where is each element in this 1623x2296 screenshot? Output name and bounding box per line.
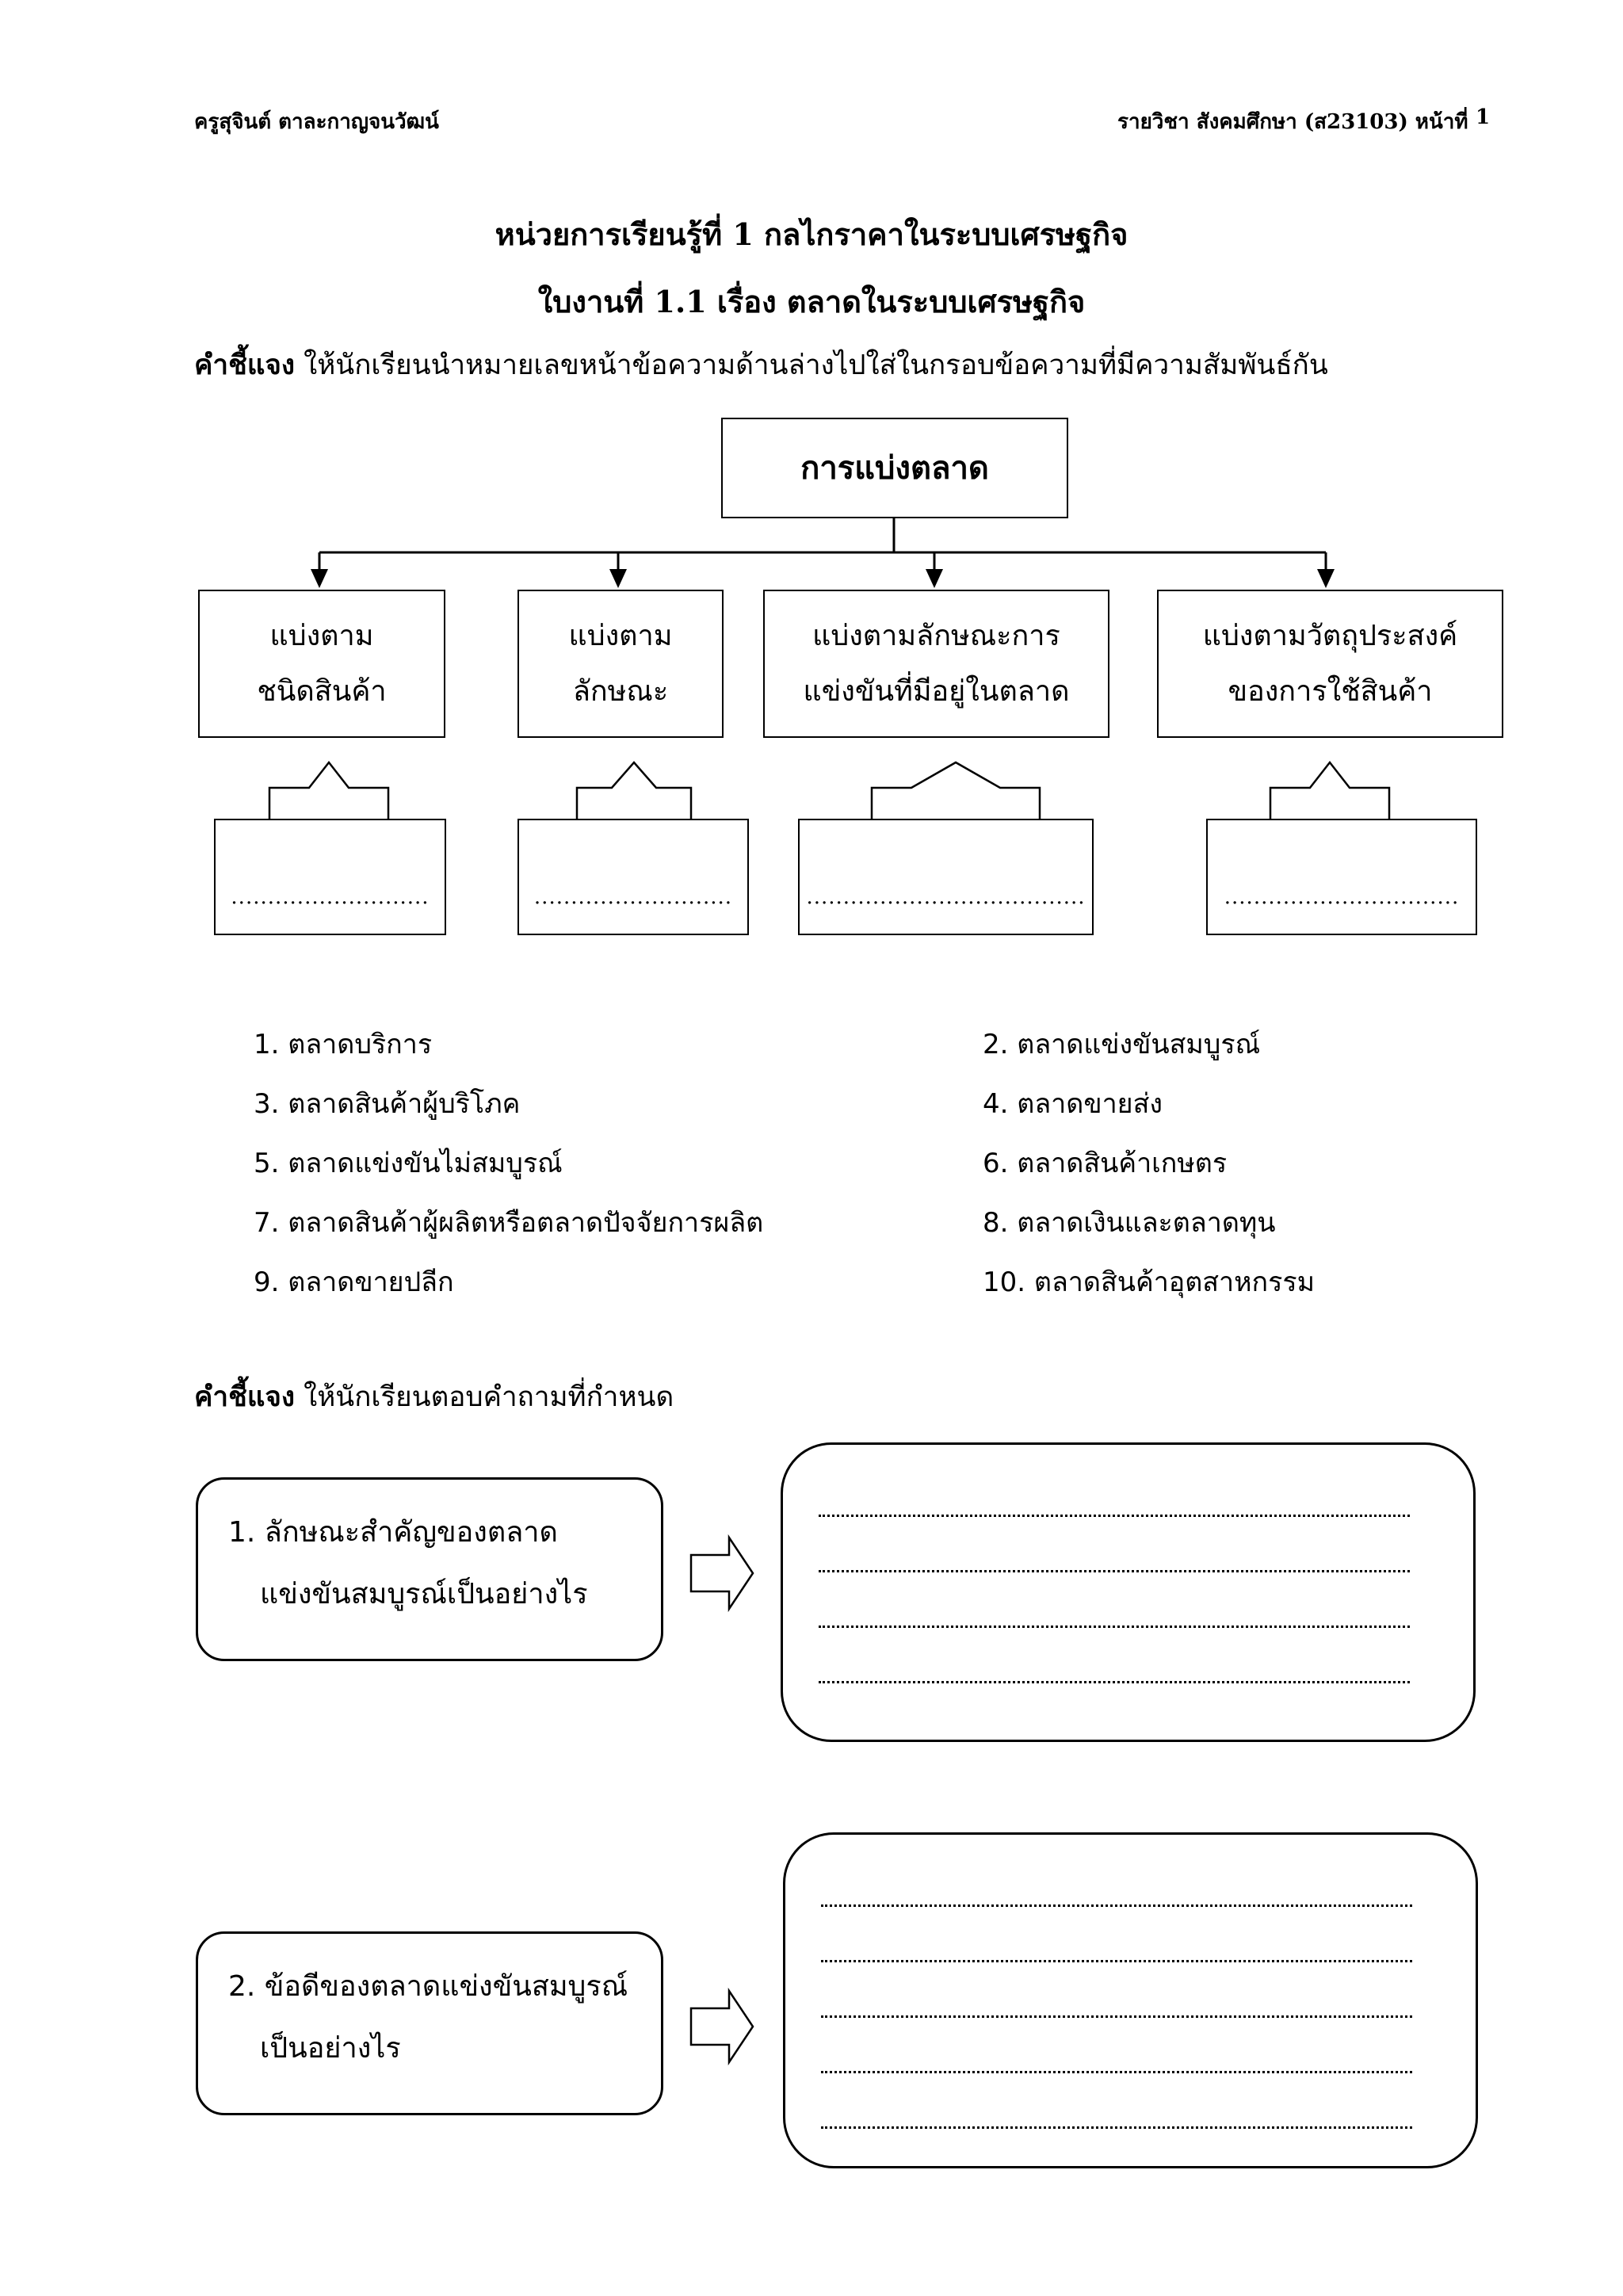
instruction-2-label: คำชี้แจง [194,1381,295,1413]
right-arrow-2 [691,1991,753,2062]
category-4-line1: แบ่งตามวัตถุประสงค์ [1202,619,1458,652]
answer-2-line-1 [821,1904,1412,1907]
category-1-line1: แบ่งตาม [269,619,374,652]
category-3-line1: แบ่งตามลักษณะการ [812,619,1060,652]
category-2-line1: แบ่งตาม [568,619,673,652]
answer-area-2[interactable] [783,1832,1478,2168]
list-item-7: 7. ตลาดสินค้าผู้ผลิตหรือตลาดปัจจัยการผลิต [254,1207,764,1239]
arrow-down-4 [1317,569,1335,588]
category-4-line2: ของการใช้สินค้า [1228,674,1433,708]
instruction-2 [194,1375,674,1419]
instruction-1-text: ให้นักเรียนนำหมายเลขหน้าข้อความด้านล่างไปใส่ในกรอบข้อความที่มีความสัมพันธ์กัน [304,350,1328,381]
question-1-line1: 1. ลักษณะสำคัญของตลาด [228,1516,558,1549]
answer-box-3[interactable] [798,819,1094,935]
list-item-4: 4. ตลาดขายส่ง [983,1088,1163,1120]
list-item-9: 9. ตลาดขายปลีก [254,1266,454,1298]
answer-area-1[interactable] [781,1442,1476,1742]
list-item-1: 1. ตลาดบริการ [254,1029,433,1060]
question-1-line2: แข่งขันสมบูรณ์เป็นอย่างไร [260,1578,588,1610]
up-arrow-4 [1270,762,1389,820]
answer-1-line-1 [819,1515,1410,1517]
worksheet-title: ใบงานที่ 1.1 เรื่อง ตลาดในระบบเศรษฐกิจ [537,284,1086,319]
list-item-6: 6. ตลาดสินค้าเกษตร [983,1148,1228,1179]
category-box-2 [517,590,724,738]
category-box-3 [763,590,1109,738]
instruction-2-text: ให้นักเรียนตอบคำถามที่กำหนด [304,1381,674,1413]
question-2-line2: เป็นอย่างไร [260,2032,401,2065]
page-number: 1 [1476,105,1491,129]
diagram-root-box [721,418,1068,518]
answer-2-line-2 [821,1960,1412,1962]
answer-blank-2: ........................... [533,884,733,909]
list-item-8: 8. ตลาดเงินและตลาดทุน [983,1207,1276,1239]
answer-blank-4: ................................ [1224,884,1460,909]
category-box-4 [1157,590,1503,738]
arrow-down-3 [926,569,943,588]
author-name: ครูสุจินต์ ตาละกาญจนวัฒน์ [194,110,439,134]
up-arrow-1 [269,762,388,820]
question-box-2 [196,1931,663,2115]
answer-1-line-3 [819,1626,1410,1628]
category-3-line2: แข่งขันที่มีอยู่ในตลาด [803,674,1070,708]
arrow-down-1 [311,569,328,588]
up-arrow-2 [577,762,691,820]
list-item-3: 3. ตลาดสินค้าผู้บริโภค [254,1088,521,1120]
unit-title: หน่วยการเรียนรู้ที่ 1 กลไกราคาในระบบเศรษฐกิจ [495,216,1128,252]
answer-box-4[interactable] [1206,819,1477,935]
diagram-root-label: การแบ่งตลาด [800,449,989,487]
list-item-5: 5. ตลาดแข่งขันไม่สมบูรณ์ [254,1148,563,1179]
right-arrow-1 [691,1538,753,1609]
category-1-line2: ชนิดสินค้า [257,674,387,708]
question-2-line1: 2. ข้อดีของตลาดแข่งขันสมบูรณ์ [228,1970,628,2003]
list-item-2: 2. ตลาดแข่งขันสมบูรณ์ [983,1029,1261,1060]
up-arrow-3 [872,762,1040,820]
course-info: รายวิชา สังคมศึกษา (ส23103) หน้าที่ [1117,110,1468,134]
answer-blank-1: ........................... [231,884,430,909]
answer-1-line-2 [819,1570,1410,1572]
list-item-10: 10. ตลาดสินค้าอุตสาหกรรม [983,1266,1316,1298]
question-box-1 [196,1477,663,1661]
answer-2-line-4 [821,2071,1412,2073]
answer-box-2[interactable] [517,819,749,935]
answer-2-line-3 [821,2015,1412,2018]
category-2-line2: ลักษณะ [572,674,669,708]
answer-blank-3: ...................................... [806,884,1086,909]
answer-box-1[interactable] [214,819,446,935]
instruction-1-label: คำชี้แจง [194,349,295,381]
category-box-1 [198,590,445,738]
answer-1-line-4 [819,1681,1410,1683]
arrow-down-2 [609,569,627,588]
answer-2-line-5 [821,2126,1412,2129]
